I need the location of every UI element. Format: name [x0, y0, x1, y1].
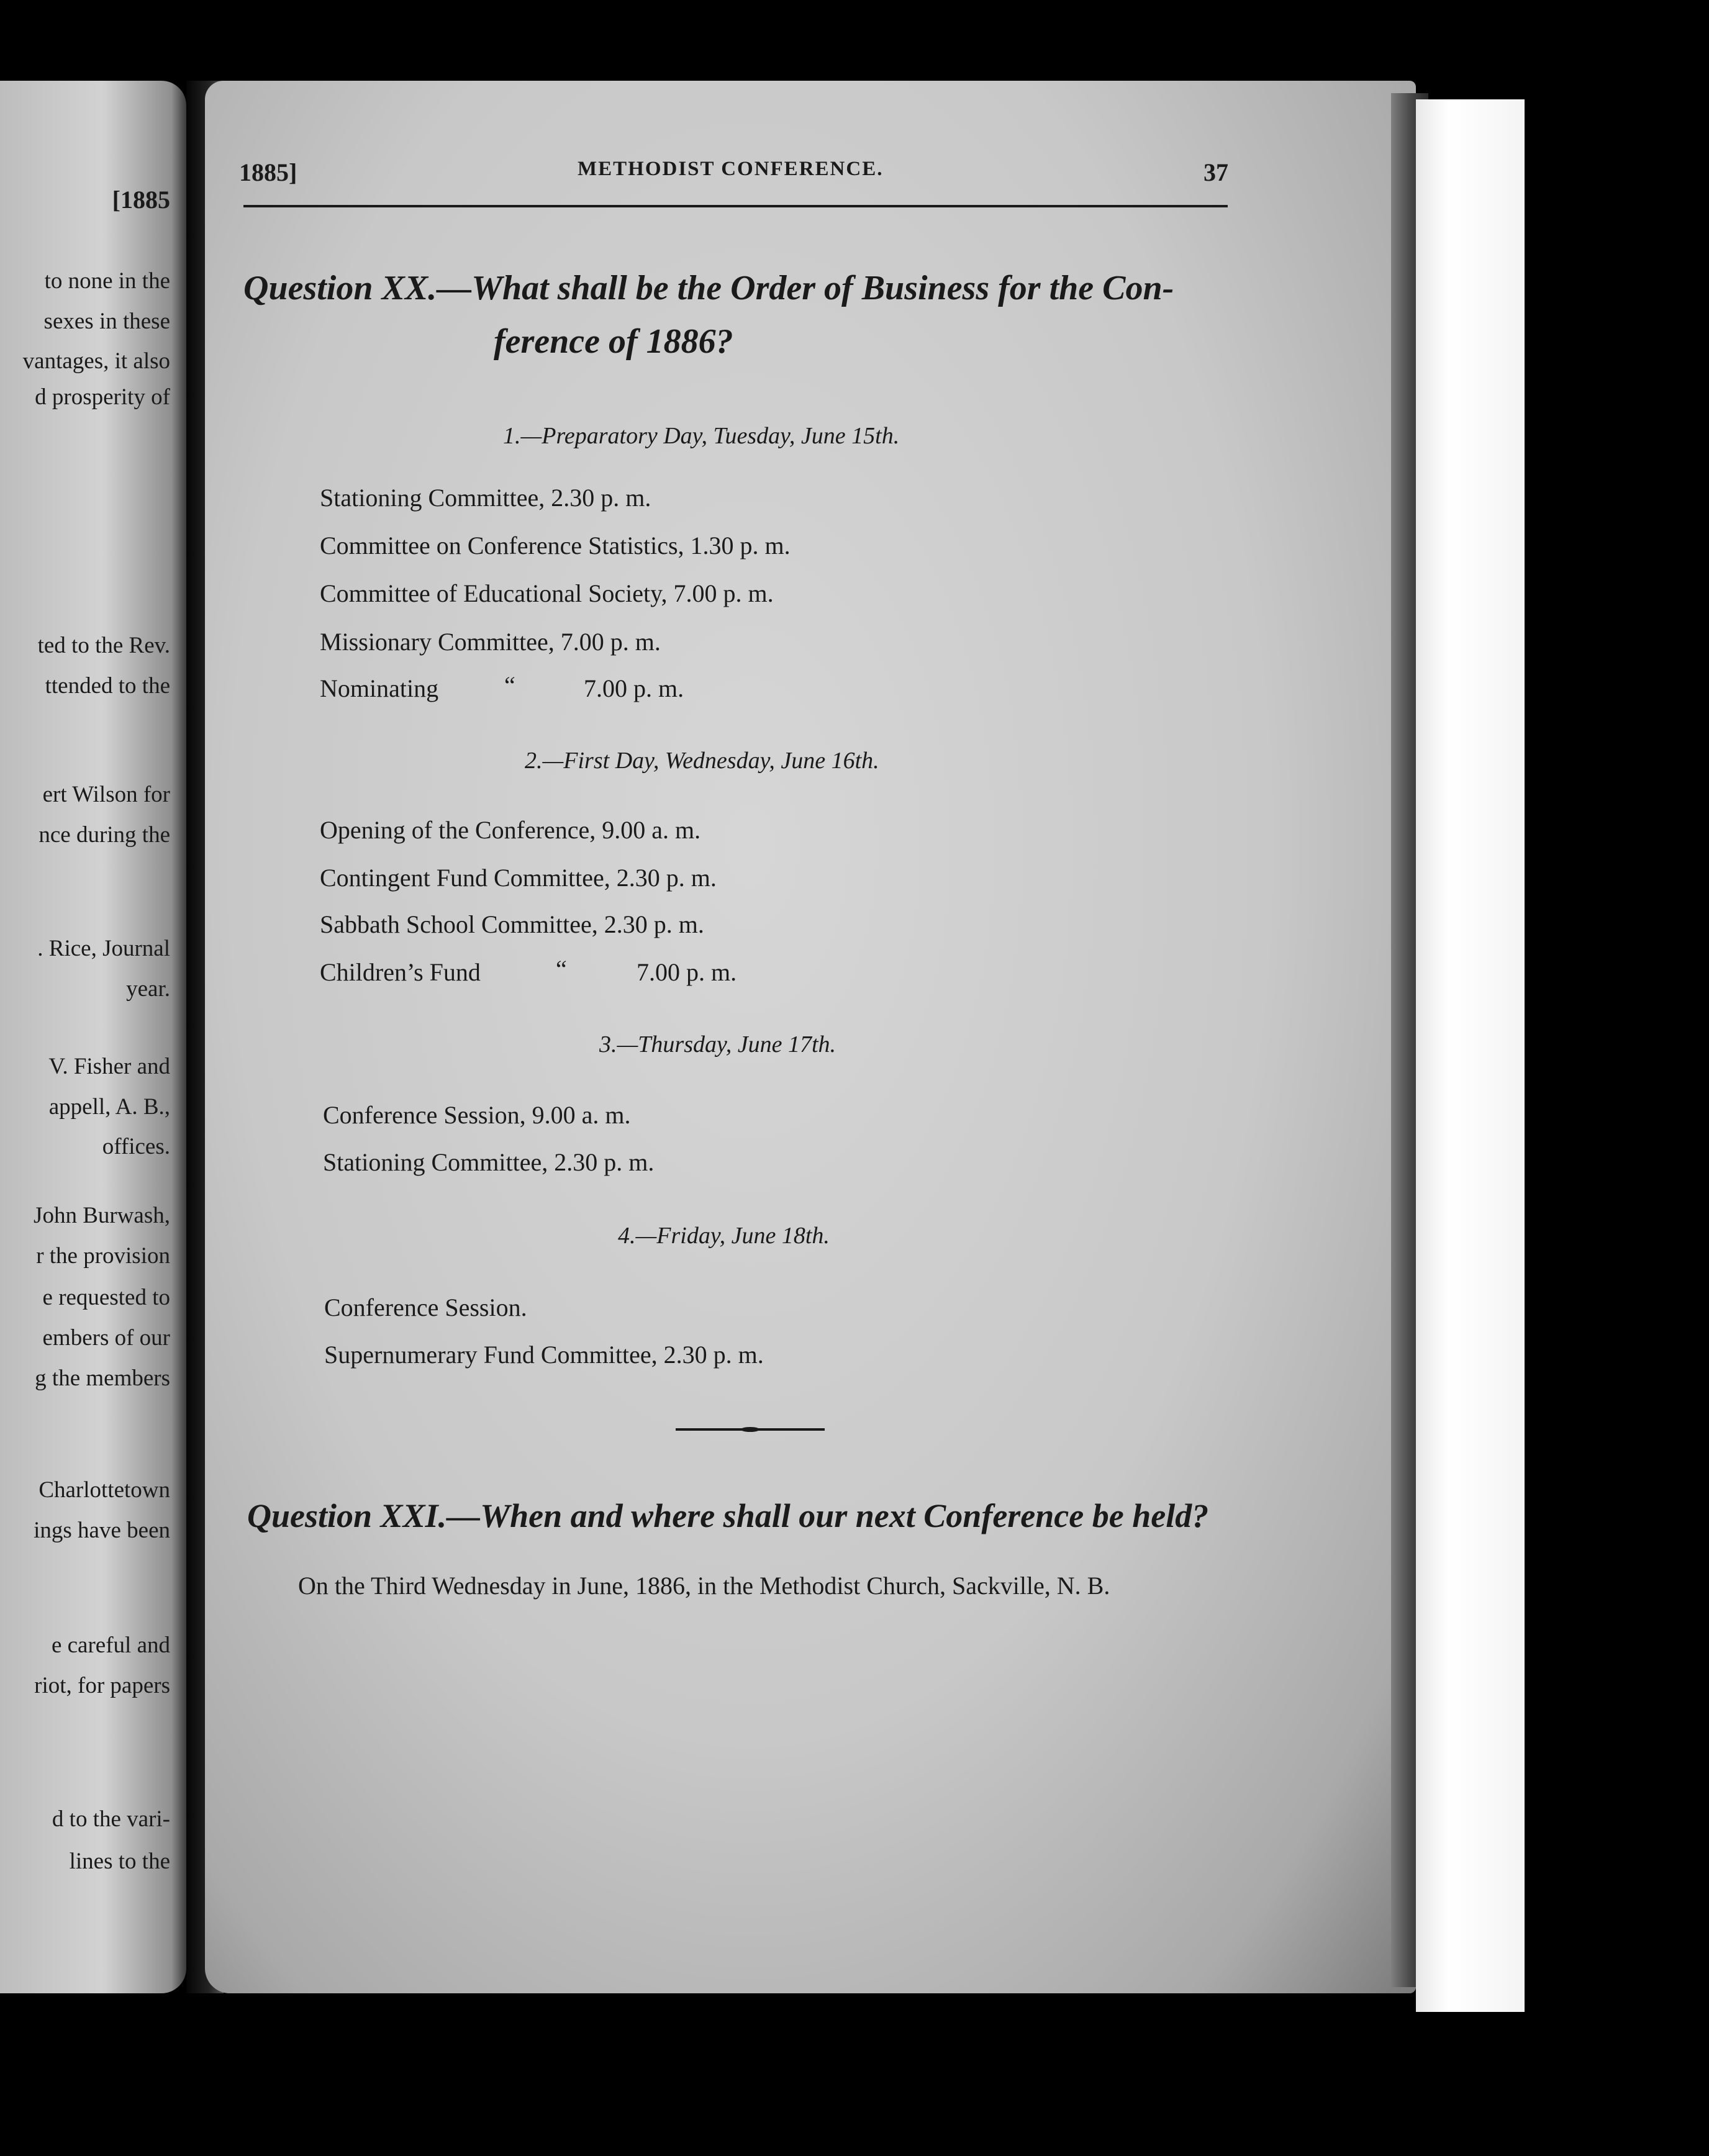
previous-page-text-line: r the provision [36, 1243, 170, 1269]
previous-page-text-line: offices. [102, 1134, 170, 1159]
previous-page-fragment [0, 81, 186, 1993]
previous-page-text-line: nce during the [39, 822, 170, 848]
schedule-entry: Committee of Educational Society, 7.00 p. m. [320, 579, 774, 607]
question-xx-heading-line-1: Question XX.—What shall be the Order of Business for the Con- [243, 269, 1174, 307]
header-rule [243, 205, 1228, 207]
previous-page-text-line: ert Wilson for [42, 782, 170, 807]
schedule-entry: Supernumerary Fund Committee, 2.30 p. m. [324, 1341, 764, 1369]
schedule-entry: Committee on Conference Statistics, 1.30 p. m. [320, 532, 791, 559]
previous-page-text-line: ttended to the [45, 673, 170, 699]
ditto-mark: “ [556, 955, 567, 983]
ditto-mark: “ [504, 671, 515, 699]
previous-page-text-line: . Rice, Journal [37, 936, 170, 961]
previous-page-text-line: sexes in these [43, 309, 170, 334]
schedule-entry: Conference Session, 9.00 a. m. [323, 1101, 631, 1129]
previous-page-text-line: embers of our [42, 1325, 170, 1351]
day-heading: 3.—Thursday, June 17th. [599, 1031, 836, 1058]
previous-page-text-line: Charlottetown [39, 1477, 170, 1503]
question-xxi-heading: Question XXI.—When and where shall our next Conference be held? [247, 1497, 1209, 1534]
schedule-entry: Opening of the Conference, 9.00 a. m. [320, 816, 701, 844]
running-head-title: METHODIST CONFERENCE. [578, 158, 884, 180]
schedule-entry: Missionary Committee, 7.00 p. m. [320, 628, 661, 656]
schedule-time: 7.00 p. m. [637, 958, 737, 986]
previous-page-text-line: V. Fisher and [48, 1054, 170, 1079]
question-xx-heading-line-2: ference of 1886? [494, 322, 733, 361]
question-xxi-answer: On the Third Wednesday in June, 1886, in the Methodist Church, Sackville, N. B. [298, 1572, 1110, 1600]
previous-page-text-line: to none in the [44, 268, 170, 294]
previous-page-text-line: year. [126, 976, 170, 1002]
page-stack-edge [1416, 99, 1525, 2012]
previous-page-text-line: g the members [35, 1366, 170, 1391]
day-heading: 1.—Preparatory Day, Tuesday, June 15th. [503, 423, 900, 449]
previous-page-text-line: ted to the Rev. [37, 633, 170, 658]
previous-page-text-line: John Burwash, [34, 1203, 170, 1228]
previous-page-text-line: d prosperity of [35, 384, 170, 410]
schedule-entry: Stationing Committee, 2.30 p. m. [323, 1148, 655, 1176]
schedule-entry: Nominating [320, 674, 439, 702]
schedule-entry: Conference Session. [324, 1293, 527, 1321]
schedule-entry: Sabbath School Committee, 2.30 p. m. [320, 910, 704, 938]
page-number: 37 [1204, 158, 1228, 186]
previous-page-text-line: d to the vari- [52, 1806, 170, 1832]
previous-page-text-line: ings have been [34, 1518, 170, 1543]
schedule-entry: Stationing Committee, 2.30 p. m. [320, 484, 651, 512]
schedule-entry: Contingent Fund Committee, 2.30 p. m. [320, 864, 717, 892]
previous-page-text-line: riot, for papers [34, 1673, 170, 1698]
previous-page-text-line: e careful and [51, 1633, 170, 1658]
previous-page-text-line: vantages, it also [22, 348, 170, 374]
previous-page-text-line: e requested to [42, 1285, 170, 1310]
schedule-entry: Children’s Fund [320, 958, 481, 986]
day-heading: 2.—First Day, Wednesday, June 16th. [525, 748, 879, 774]
section-divider-rule [676, 1428, 825, 1431]
previous-page-header: [1885 [112, 186, 170, 214]
day-heading: 4.—Friday, June 18th. [618, 1223, 830, 1249]
running-head-year: 1885] [239, 158, 297, 186]
schedule-time: 7.00 p. m. [584, 674, 684, 702]
previous-page-text-line: lines to the [69, 1849, 170, 1874]
previous-page-text-line: appell, A. B., [48, 1094, 170, 1120]
